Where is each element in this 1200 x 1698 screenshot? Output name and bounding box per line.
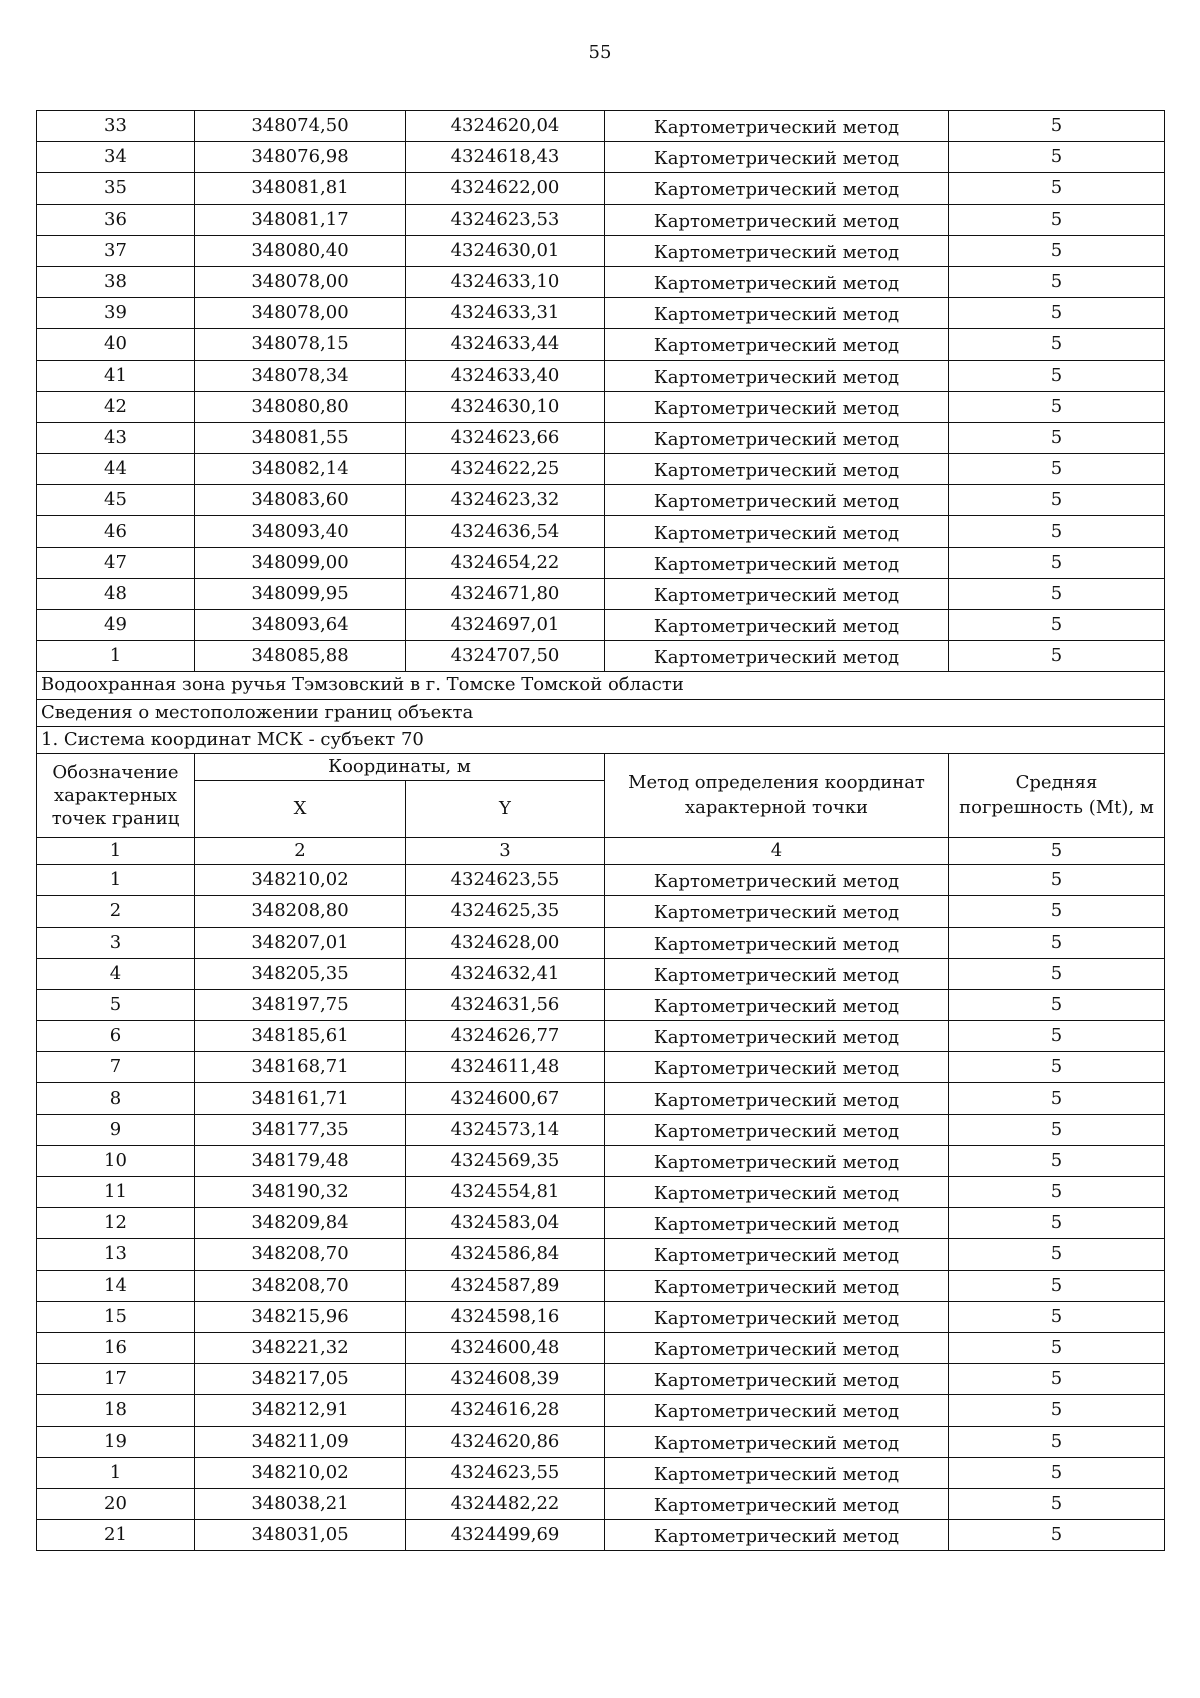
x-coordinate-cell: 348076,98 xyxy=(195,142,406,173)
point-number-cell: 20 xyxy=(37,1488,195,1519)
x-coordinate-cell: 348208,70 xyxy=(195,1239,406,1270)
y-coordinate-cell: 4324616,28 xyxy=(406,1395,605,1426)
method-cell: Картометрический метод xyxy=(605,1395,949,1426)
table-row xyxy=(37,958,1165,989)
error-cell: 5 xyxy=(949,173,1165,204)
method-cell: Картометрический метод xyxy=(605,896,949,927)
y-coordinate-cell: 4324600,48 xyxy=(406,1332,605,1363)
x-coordinate-cell: 348179,48 xyxy=(195,1145,406,1176)
point-number-cell: 49 xyxy=(37,610,195,641)
section-title: Водоохранная зона ручья Тэмзовский в г. Томске Томской области xyxy=(37,672,1165,699)
method-cell: Картометрический метод xyxy=(605,958,949,989)
error-cell: 5 xyxy=(949,391,1165,422)
point-number-cell: 9 xyxy=(37,1114,195,1145)
point-number-cell: 7 xyxy=(37,1052,195,1083)
x-coordinate-cell: 348083,60 xyxy=(195,485,406,516)
table-row xyxy=(37,111,1165,142)
point-number-cell: 40 xyxy=(37,329,195,360)
error-cell: 5 xyxy=(949,204,1165,235)
table-row xyxy=(37,391,1165,422)
method-cell: Картометрический метод xyxy=(605,1426,949,1457)
x-coordinate-cell: 348210,02 xyxy=(195,865,406,896)
table-row xyxy=(37,1364,1165,1395)
y-coordinate-cell: 4324598,16 xyxy=(406,1301,605,1332)
point-number-cell: 19 xyxy=(37,1426,195,1457)
table-row xyxy=(37,298,1165,329)
x-coordinate-cell: 348209,84 xyxy=(195,1208,406,1239)
method-cell: Картометрический метод xyxy=(605,329,949,360)
x-coordinate-cell: 348078,00 xyxy=(195,266,406,297)
table-row xyxy=(37,641,1165,672)
method-cell: Картометрический метод xyxy=(605,1145,949,1176)
point-number-cell: 4 xyxy=(37,958,195,989)
method-cell: Картометрический метод xyxy=(605,360,949,391)
table-row xyxy=(37,1488,1165,1519)
point-number-cell: 17 xyxy=(37,1364,195,1395)
point-number-cell: 41 xyxy=(37,360,195,391)
table-row xyxy=(37,485,1165,516)
table-row xyxy=(37,204,1165,235)
point-number-cell: 16 xyxy=(37,1332,195,1363)
error-cell: 5 xyxy=(949,1457,1165,1488)
method-cell: Картометрический метод xyxy=(605,641,949,672)
method-cell: Картометрический метод xyxy=(605,578,949,609)
error-cell: 5 xyxy=(949,1426,1165,1457)
method-cell: Картометрический метод xyxy=(605,235,949,266)
x-coordinate-cell: 348081,17 xyxy=(195,204,406,235)
x-coordinate-cell: 348078,15 xyxy=(195,329,406,360)
x-coordinate-cell: 348093,64 xyxy=(195,610,406,641)
error-cell: 5 xyxy=(949,142,1165,173)
error-cell: 5 xyxy=(949,1052,1165,1083)
method-cell: Картометрический метод xyxy=(605,865,949,896)
error-cell: 5 xyxy=(949,547,1165,578)
method-cell: Картометрический метод xyxy=(605,266,949,297)
header-error: Средняя погрешность (Mt), м xyxy=(949,753,1165,837)
table-row xyxy=(37,547,1165,578)
point-number-cell: 46 xyxy=(37,516,195,547)
error-cell: 5 xyxy=(949,422,1165,453)
point-number-cell: 37 xyxy=(37,235,195,266)
point-number-cell: 36 xyxy=(37,204,195,235)
error-cell: 5 xyxy=(949,360,1165,391)
x-coordinate-cell: 348211,09 xyxy=(195,1426,406,1457)
error-cell: 5 xyxy=(949,1488,1165,1519)
x-coordinate-cell: 348185,61 xyxy=(195,1021,406,1052)
y-coordinate-cell: 4324633,10 xyxy=(406,266,605,297)
point-number-cell: 5 xyxy=(37,989,195,1020)
x-coordinate-cell: 348221,32 xyxy=(195,1332,406,1363)
point-number-cell: 42 xyxy=(37,391,195,422)
table-row xyxy=(37,454,1165,485)
table-row xyxy=(37,1520,1165,1551)
table1-body xyxy=(37,111,1165,672)
y-coordinate-cell: 4324587,89 xyxy=(406,1270,605,1301)
point-number-cell: 35 xyxy=(37,173,195,204)
table-row xyxy=(37,610,1165,641)
error-cell: 5 xyxy=(949,578,1165,609)
y-coordinate-cell: 4324625,35 xyxy=(406,896,605,927)
coordinate-system: 1. Система координат МСК - субъект 70 xyxy=(37,726,1165,753)
error-cell: 5 xyxy=(949,1270,1165,1301)
method-cell: Картометрический метод xyxy=(605,422,949,453)
x-coordinate-cell: 348168,71 xyxy=(195,1052,406,1083)
point-number-cell: 13 xyxy=(37,1239,195,1270)
error-cell: 5 xyxy=(949,1332,1165,1363)
table-row xyxy=(37,1270,1165,1301)
y-coordinate-cell: 4324623,55 xyxy=(406,1457,605,1488)
table-row xyxy=(37,422,1165,453)
table-row xyxy=(37,989,1165,1020)
column-number: 5 xyxy=(949,837,1165,864)
y-coordinate-cell: 4324618,43 xyxy=(406,142,605,173)
method-cell: Картометрический метод xyxy=(605,204,949,235)
x-coordinate-cell: 348080,40 xyxy=(195,235,406,266)
column-number: 4 xyxy=(605,837,949,864)
table-row xyxy=(37,1426,1165,1457)
y-coordinate-cell: 4324633,31 xyxy=(406,298,605,329)
method-cell: Картометрический метод xyxy=(605,1114,949,1145)
method-cell: Картометрический метод xyxy=(605,1488,949,1519)
header-method: Метод определения координат характерной точки xyxy=(605,753,949,837)
y-coordinate-cell: 4324620,86 xyxy=(406,1426,605,1457)
point-number-cell: 38 xyxy=(37,266,195,297)
table-row xyxy=(37,142,1165,173)
point-number-cell: 15 xyxy=(37,1301,195,1332)
method-cell: Картометрический метод xyxy=(605,391,949,422)
y-coordinate-cell: 4324569,35 xyxy=(406,1145,605,1176)
x-coordinate-cell: 348210,02 xyxy=(195,1457,406,1488)
x-coordinate-cell: 348208,70 xyxy=(195,1270,406,1301)
y-coordinate-cell: 4324623,66 xyxy=(406,422,605,453)
point-number-cell: 8 xyxy=(37,1083,195,1114)
error-cell: 5 xyxy=(949,1177,1165,1208)
method-cell: Картометрический метод xyxy=(605,1457,949,1488)
table-row xyxy=(37,1239,1165,1270)
x-coordinate-cell: 348197,75 xyxy=(195,989,406,1020)
point-number-cell: 21 xyxy=(37,1520,195,1551)
method-cell: Картометрический метод xyxy=(605,111,949,142)
error-cell: 5 xyxy=(949,298,1165,329)
x-coordinate-cell: 348038,21 xyxy=(195,1488,406,1519)
point-number-cell: 48 xyxy=(37,578,195,609)
error-cell: 5 xyxy=(949,1395,1165,1426)
x-coordinate-cell: 348085,88 xyxy=(195,641,406,672)
method-cell: Картометрический метод xyxy=(605,1083,949,1114)
table-row xyxy=(37,360,1165,391)
method-cell: Картометрический метод xyxy=(605,485,949,516)
y-coordinate-cell: 4324654,22 xyxy=(406,547,605,578)
y-coordinate-cell: 4324633,44 xyxy=(406,329,605,360)
x-coordinate-cell: 348215,96 xyxy=(195,1301,406,1332)
error-cell: 5 xyxy=(949,1301,1165,1332)
error-cell: 5 xyxy=(949,641,1165,672)
y-coordinate-cell: 4324586,84 xyxy=(406,1239,605,1270)
x-coordinate-cell: 348177,35 xyxy=(195,1114,406,1145)
table-row xyxy=(37,1177,1165,1208)
page-number: 55 xyxy=(588,42,612,63)
x-coordinate-cell: 348093,40 xyxy=(195,516,406,547)
error-cell: 5 xyxy=(949,266,1165,297)
method-cell: Картометрический метод xyxy=(605,1052,949,1083)
error-cell: 5 xyxy=(949,958,1165,989)
method-cell: Картометрический метод xyxy=(605,1177,949,1208)
x-coordinate-cell: 348081,81 xyxy=(195,173,406,204)
y-coordinate-cell: 4324630,01 xyxy=(406,235,605,266)
table-row xyxy=(37,896,1165,927)
table-row xyxy=(37,1395,1165,1426)
y-coordinate-cell: 4324631,56 xyxy=(406,989,605,1020)
x-coordinate-cell: 348081,55 xyxy=(195,422,406,453)
point-number-cell: 44 xyxy=(37,454,195,485)
x-coordinate-cell: 348212,91 xyxy=(195,1395,406,1426)
x-coordinate-cell: 348078,34 xyxy=(195,360,406,391)
point-number-cell: 33 xyxy=(37,111,195,142)
point-number-cell: 6 xyxy=(37,1021,195,1052)
method-cell: Картометрический метод xyxy=(605,610,949,641)
method-cell: Картометрический метод xyxy=(605,989,949,1020)
point-number-cell: 10 xyxy=(37,1145,195,1176)
header-point: Обозначение характерных точек границ xyxy=(37,753,195,837)
table-row xyxy=(37,235,1165,266)
table-row xyxy=(37,1083,1165,1114)
method-cell: Картометрический метод xyxy=(605,142,949,173)
error-cell: 5 xyxy=(949,1364,1165,1395)
y-coordinate-cell: 4324626,77 xyxy=(406,1021,605,1052)
x-coordinate-cell: 348082,14 xyxy=(195,454,406,485)
crs-row xyxy=(37,726,1165,753)
x-coordinate-cell: 348031,05 xyxy=(195,1520,406,1551)
y-coordinate-cell: 4324583,04 xyxy=(406,1208,605,1239)
x-coordinate-cell: 348099,95 xyxy=(195,578,406,609)
x-coordinate-cell: 348080,80 xyxy=(195,391,406,422)
error-cell: 5 xyxy=(949,516,1165,547)
point-number-cell: 47 xyxy=(37,547,195,578)
coordinates-table xyxy=(36,110,1165,1551)
point-number-cell: 3 xyxy=(37,927,195,958)
table-row xyxy=(37,329,1165,360)
error-cell: 5 xyxy=(949,610,1165,641)
error-cell: 5 xyxy=(949,1083,1165,1114)
section-subtitle: Сведения о местоположении границ объекта xyxy=(37,699,1165,726)
error-cell: 5 xyxy=(949,454,1165,485)
y-coordinate-cell: 4324623,53 xyxy=(406,204,605,235)
x-coordinate-cell: 348208,80 xyxy=(195,896,406,927)
table-row xyxy=(37,927,1165,958)
error-cell: 5 xyxy=(949,329,1165,360)
point-number-cell: 43 xyxy=(37,422,195,453)
section-header xyxy=(37,672,1165,865)
point-number-cell: 2 xyxy=(37,896,195,927)
y-coordinate-cell: 4324622,00 xyxy=(406,173,605,204)
y-coordinate-cell: 4324611,48 xyxy=(406,1052,605,1083)
y-coordinate-cell: 4324633,40 xyxy=(406,360,605,391)
method-cell: Картометрический метод xyxy=(605,516,949,547)
table-row xyxy=(37,578,1165,609)
table-row xyxy=(37,516,1165,547)
table-row xyxy=(37,1332,1165,1363)
method-cell: Картометрический метод xyxy=(605,927,949,958)
y-coordinate-cell: 4324636,54 xyxy=(406,516,605,547)
x-coordinate-cell: 348074,50 xyxy=(195,111,406,142)
point-number-cell: 34 xyxy=(37,142,195,173)
error-cell: 5 xyxy=(949,927,1165,958)
y-coordinate-cell: 4324573,14 xyxy=(406,1114,605,1145)
method-cell: Картометрический метод xyxy=(605,1270,949,1301)
column-number: 3 xyxy=(406,837,605,864)
table-row xyxy=(37,1145,1165,1176)
y-coordinate-cell: 4324620,04 xyxy=(406,111,605,142)
method-cell: Картометрический метод xyxy=(605,1520,949,1551)
method-cell: Картометрический метод xyxy=(605,1021,949,1052)
point-number-cell: 45 xyxy=(37,485,195,516)
error-cell: 5 xyxy=(949,235,1165,266)
section-subtitle-row xyxy=(37,699,1165,726)
x-coordinate-cell: 348099,00 xyxy=(195,547,406,578)
table-row xyxy=(37,1114,1165,1145)
y-coordinate-cell: 4324499,69 xyxy=(406,1520,605,1551)
y-coordinate-cell: 4324554,81 xyxy=(406,1177,605,1208)
method-cell: Картометрический метод xyxy=(605,1301,949,1332)
point-number-cell: 11 xyxy=(37,1177,195,1208)
error-cell: 5 xyxy=(949,1520,1165,1551)
error-cell: 5 xyxy=(949,865,1165,896)
point-number-cell: 14 xyxy=(37,1270,195,1301)
table-row xyxy=(37,1301,1165,1332)
y-coordinate-cell: 4324623,32 xyxy=(406,485,605,516)
x-coordinate-cell: 348205,35 xyxy=(195,958,406,989)
x-coordinate-cell: 348190,32 xyxy=(195,1177,406,1208)
y-coordinate-cell: 4324707,50 xyxy=(406,641,605,672)
x-coordinate-cell: 348078,00 xyxy=(195,298,406,329)
x-coordinate-cell: 348161,71 xyxy=(195,1083,406,1114)
x-coordinate-cell: 348217,05 xyxy=(195,1364,406,1395)
error-cell: 5 xyxy=(949,485,1165,516)
method-cell: Картометрический метод xyxy=(605,173,949,204)
y-coordinate-cell: 4324632,41 xyxy=(406,958,605,989)
table-row xyxy=(37,1021,1165,1052)
table-row xyxy=(37,865,1165,896)
error-cell: 5 xyxy=(949,1208,1165,1239)
y-coordinate-cell: 4324671,80 xyxy=(406,578,605,609)
error-cell: 5 xyxy=(949,1021,1165,1052)
y-coordinate-cell: 4324608,39 xyxy=(406,1364,605,1395)
table-row xyxy=(37,1208,1165,1239)
point-number-cell: 1 xyxy=(37,641,195,672)
method-cell: Картометрический метод xyxy=(605,1364,949,1395)
method-cell: Картометрический метод xyxy=(605,298,949,329)
method-cell: Картометрический метод xyxy=(605,454,949,485)
point-number-cell: 39 xyxy=(37,298,195,329)
header-x: X xyxy=(195,780,406,837)
column-number-row xyxy=(37,837,1165,864)
y-coordinate-cell: 4324622,25 xyxy=(406,454,605,485)
error-cell: 5 xyxy=(949,1145,1165,1176)
column-number: 2 xyxy=(195,837,406,864)
y-coordinate-cell: 4324697,01 xyxy=(406,610,605,641)
header-y: Y xyxy=(406,780,605,837)
header-coords: Координаты, м xyxy=(195,753,605,780)
x-coordinate-cell: 348207,01 xyxy=(195,927,406,958)
method-cell: Картометрический метод xyxy=(605,1208,949,1239)
y-coordinate-cell: 4324628,00 xyxy=(406,927,605,958)
point-number-cell: 12 xyxy=(37,1208,195,1239)
method-cell: Картометрический метод xyxy=(605,1239,949,1270)
section-title-row xyxy=(37,672,1165,699)
error-cell: 5 xyxy=(949,1239,1165,1270)
point-number-cell: 1 xyxy=(37,865,195,896)
error-cell: 5 xyxy=(949,111,1165,142)
table-row xyxy=(37,266,1165,297)
column-number: 1 xyxy=(37,837,195,864)
point-number-cell: 1 xyxy=(37,1457,195,1488)
method-cell: Картометрический метод xyxy=(605,1332,949,1363)
y-coordinate-cell: 4324600,67 xyxy=(406,1083,605,1114)
y-coordinate-cell: 4324623,55 xyxy=(406,865,605,896)
error-cell: 5 xyxy=(949,1114,1165,1145)
y-coordinate-cell: 4324482,22 xyxy=(406,1488,605,1519)
table2-body xyxy=(37,865,1165,1551)
table-row xyxy=(37,173,1165,204)
table-row xyxy=(37,1052,1165,1083)
error-cell: 5 xyxy=(949,989,1165,1020)
y-coordinate-cell: 4324630,10 xyxy=(406,391,605,422)
table-row xyxy=(37,1457,1165,1488)
point-number-cell: 18 xyxy=(37,1395,195,1426)
error-cell: 5 xyxy=(949,896,1165,927)
table2-header-row-1 xyxy=(37,753,1165,780)
method-cell: Картометрический метод xyxy=(605,547,949,578)
